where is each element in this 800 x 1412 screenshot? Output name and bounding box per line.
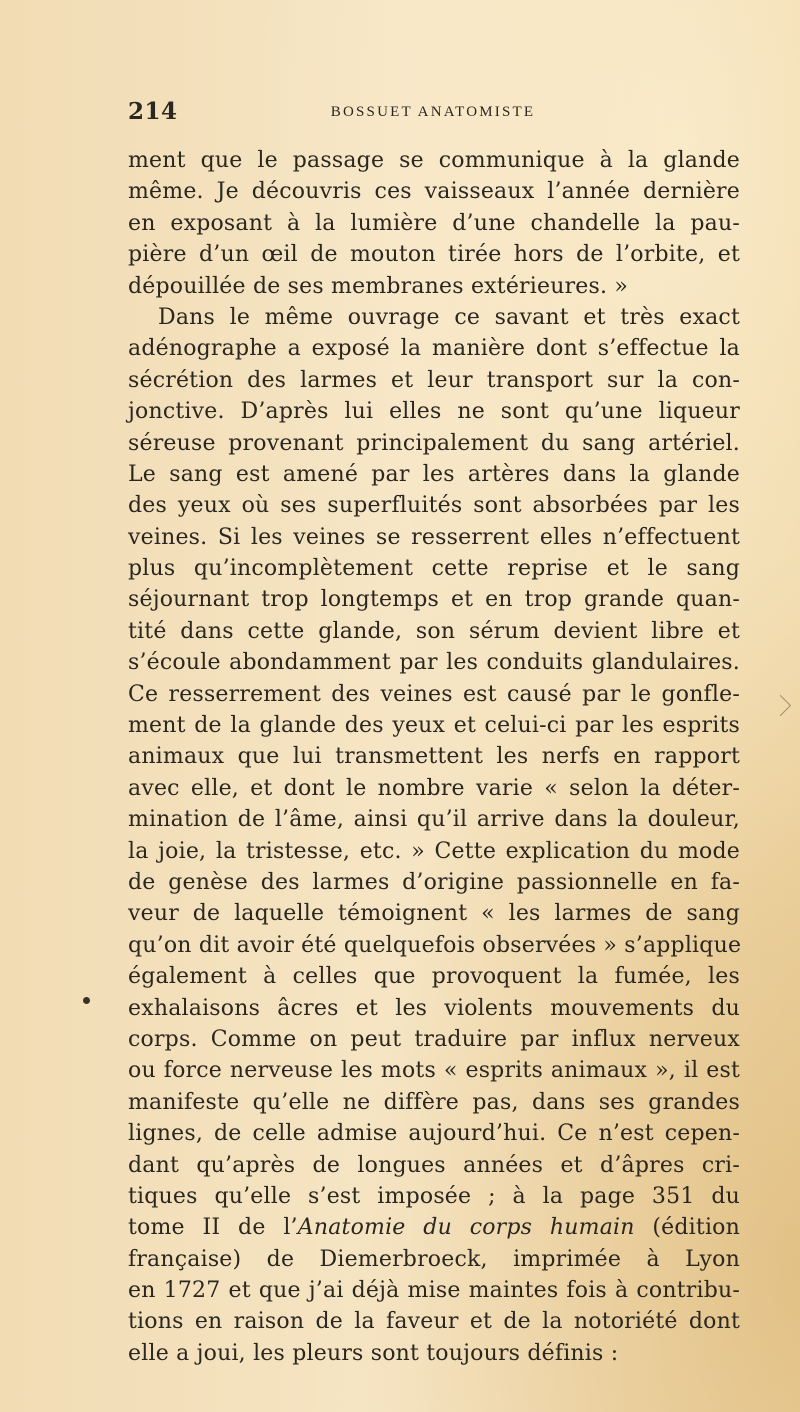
text-line: animaux que lui transmettent les nerfs en rapport <box>128 744 740 770</box>
text-line: qu’on dit avoir été quelquefois observées » s’applique <box>128 932 742 958</box>
text-line: manifeste qu’elle ne diffère pas, dans ses grandes <box>128 1089 740 1115</box>
text-line-with-title <box>128 1212 740 1243</box>
text-line: elle a joui, les pleurs sont toujours définis : <box>128 1340 619 1366</box>
book-title: Anatomie du corps humain <box>297 1215 635 1241</box>
text-line: veines. Si les veines se resserrent elles n’effectuent <box>128 524 740 550</box>
text-line: dépouillée de ses membranes extérieures. » <box>128 273 629 299</box>
text-line: tité dans cette glande, son sérum devient libre et <box>128 618 740 644</box>
text-line: également à celles que provoquent la fumée, les <box>128 964 740 990</box>
text-line: ou force nerveuse les mots « esprits animaux », il est <box>128 1058 740 1084</box>
text-line: lignes, de celle admise aujourd’hui. Ce n’est cepen- <box>128 1121 740 1147</box>
text-line: de genèse des larmes d’origine passionnelle en fa- <box>128 869 740 895</box>
text-line: même. Je découvris ces vaisseaux l’année dernière <box>128 179 740 205</box>
text-line: veur de laquelle témoignent « les larmes de sang <box>128 901 740 927</box>
text-line: exhalaisons âcres et les violents mouvements du <box>128 995 740 1021</box>
text-line: mination de l’âme, ainsi qu’il arrive dans la douleur, <box>128 807 740 833</box>
text-line: jonctive. D’après lui elles ne sont qu’une liqueur <box>128 399 740 425</box>
page-header <box>128 98 738 128</box>
text-line: des yeux où ses superfluités sont absorbées par les <box>128 493 740 519</box>
margin-ink-dot <box>83 997 90 1004</box>
text-line: tions en raison de la faveur et de la notoriété dont <box>128 1309 740 1335</box>
text-line: Le sang est amené par les artères dans la glande <box>128 461 740 487</box>
text-line: sécrétion des larmes et leur transport sur la con- <box>128 367 740 393</box>
page-fold-mark <box>770 695 791 716</box>
text-line: séreuse provenant principalement du sang artériel. <box>128 430 740 456</box>
text-line: française) de Diemerbroeck, imprimée à Lyon <box>128 1246 740 1272</box>
text-line: dant qu’après de longues années et d’âpres cri- <box>128 1152 740 1178</box>
text-line: adénographe a exposé la manière dont s’effectue la <box>128 336 740 362</box>
text-line: en 1727 et que j’ai déjà mise maintes fois à contribu- <box>128 1278 740 1304</box>
text-line: séjournant trop longtemps et en trop grande quan- <box>128 587 740 613</box>
text-line: en exposant à la lumière d’une chandelle la pau- <box>128 210 740 236</box>
text-segment: (édition <box>634 1215 740 1241</box>
text-line: s’écoule abondamment par les conduits glandulaires. <box>128 650 740 676</box>
text-line: pière d’un œil de mouton tirée hors de l’orbite, et <box>128 242 740 268</box>
text-line: Ce resserrement des veines est causé par le gonfle- <box>128 681 740 707</box>
text-line: avec elle, et dont le nombre varie « selon la déter- <box>128 775 740 801</box>
text-line: corps. Comme on peut traduire par influx nerveux <box>128 1026 740 1052</box>
text-line: tiques qu’elle s’est imposée ; à la page 351 du <box>128 1183 740 1209</box>
text-line: plus qu’incomplètement cette reprise et le sang <box>128 556 740 582</box>
text-line: Dans le même ouvrage ce savant et très exact <box>158 304 740 330</box>
text-segment: tome II de l’ <box>128 1215 298 1241</box>
text-line: ment que le passage se communique à la glande <box>128 148 740 173</box>
body-text <box>128 145 740 1369</box>
text-line: ment de la glande des yeux et celui-ci par les esprits <box>128 713 740 739</box>
text-line: la joie, la tristesse, etc. » Cette explication du mode <box>128 838 740 864</box>
running-head: BOSSUET ANATOMISTE <box>330 104 536 120</box>
page-number: 214 <box>128 98 178 125</box>
